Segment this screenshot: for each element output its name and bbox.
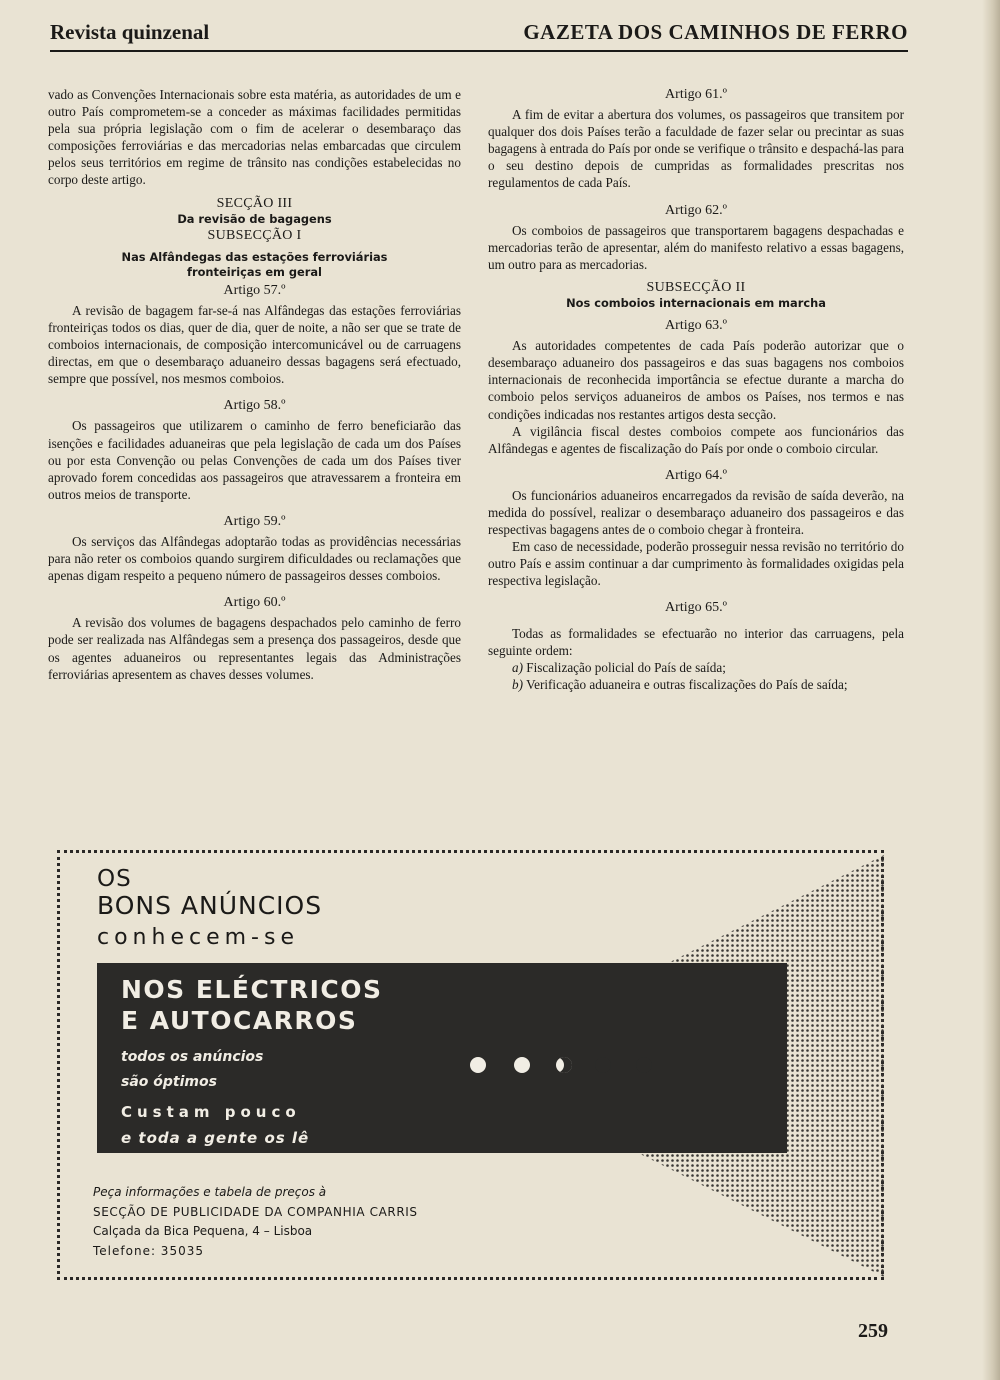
ad-line-conhecem-se: conhecem-se: [97, 925, 299, 950]
page-number: 259: [858, 1320, 888, 1342]
article-57-text: A revisão de bagagem far-se-á nas Alfândegas das estações ferroviárias fronteiriças todos os dias, quer de dia, quer de noite, a não ser que se trate de comboios internacionais, de composição intercomunicável ou de carruagens directas, em que o desembaraço aduaneiro dessas bagagens será efectuado, sempre que possível, nos mesmos comboios.: [48, 302, 461, 387]
subsection-2-title: Nos comboios internacionais em marcha: [566, 296, 826, 311]
ad-dot-5: [636, 1057, 652, 1073]
ad-info-address: Calçada da Bica Pequena, 4 – Lisboa: [93, 1224, 313, 1238]
article-65-text: Todas as formalidades se efectuarão no interior das carruagens, pela seguinte ordem:: [488, 625, 904, 658]
article-62-text: Os comboios de passageiros que transportarem bagagens despachadas e mercadorias terão de apresentar, além do manifesto relativo a essas bagagens, um outro para as mercadorias.: [488, 222, 904, 272]
right-column: [488, 86, 904, 693]
article-64-text-1: Os funcionários aduaneiros encarregados da revisão de saída deverão, na medida do possível, realizar o desembaraço aduaneiro dos passageiros e das respectivas bagagens antes de o comboio chegar à fronteira.: [488, 487, 904, 538]
ad-info-line-2: SECÇÃO DE PUBLICIDADE DA COMPANHIA CARRIS: [93, 1204, 418, 1219]
page-edge-shadow: [982, 0, 1000, 1380]
list-item-b-letter: b): [512, 676, 523, 692]
article-60-title: Artigo 60.º: [223, 595, 286, 611]
header-right-title: GAZETA DOS CAMINHOS DE FERRO: [523, 20, 908, 44]
article-64-title: Artigo 64.º: [665, 467, 727, 483]
ad-dark-panel: [97, 963, 787, 1153]
subsection-title: Nas Alfândegas das estações ferroviárias fronteiriças em geral: [121, 249, 388, 279]
ad-line-os: OS: [97, 866, 132, 892]
ad-tagline-toda-a-gente: e toda a gente os lê: [121, 1129, 310, 1147]
ad-dot-3: [556, 1057, 572, 1073]
ad-info-telephone: Telefone: 35035: [93, 1243, 204, 1258]
ad-dot-4: [595, 1057, 611, 1073]
article-59-text: Os serviços das Alfândegas adoptarão todas as providências necessárias para não reter os comboios quando surgirem dificuldades ou reclamações que apenas digam respeito a pequeno número de passageiros desses comboios.: [48, 533, 461, 584]
article-62-title: Artigo 62.º: [665, 202, 727, 218]
ad-tagline-line-2: são óptimos: [121, 1074, 217, 1090]
page-header: [50, 20, 908, 52]
article-64-text-2: Em caso de necessidade, poderão prosseguir nessa revisão no território do outro País e assim continuar a dar cumprimento às formalidades oxigidas pela respectiva legislação.: [488, 539, 904, 589]
ad-contact-info: [93, 1183, 418, 1261]
ad-tagline-line-1: todos os anúncios: [121, 1049, 264, 1065]
section-heading: SECÇÃO III: [216, 195, 293, 211]
list-item-b-text: Verificação aduaneira e outras fiscalizações do País de saída;: [526, 676, 848, 692]
article-61-title: Artigo 61.º: [665, 87, 727, 102]
article-59-title: Artigo 59.º: [223, 513, 286, 529]
list-item-a: [488, 659, 904, 676]
article-65-title: Artigo 65.º: [665, 600, 727, 616]
ad-dot-1: [470, 1057, 486, 1073]
list-item-a-text: Fiscalização policial do País de saída;: [526, 659, 726, 675]
ad-headline-line-1: NOS ELÉCTRICOS: [121, 975, 383, 1004]
article-63-text-2: A vigilância fiscal destes comboios compete aos funcionários das Alfândegas e agentes de fiscalização do País por onde o comboio circular.: [488, 423, 904, 456]
list-item-b: [488, 676, 904, 693]
article-63-title: Artigo 63.º: [665, 318, 727, 334]
ad-info-line-1: Peça informações e tabela de preços à: [93, 1185, 327, 1199]
subsection-heading: SUBSECÇÃO I: [207, 227, 302, 243]
ad-line-bons-anuncios: BONS ANÚNCIOS: [97, 891, 323, 920]
header-left-title: Revista quinzenal: [50, 20, 210, 44]
list-item-a-letter: a): [512, 659, 523, 675]
ad-dot-2: [514, 1057, 530, 1073]
article-60-text: A revisão dos volumes de bagagens despachados pelo caminho de ferro pode ser realizada nas Alfândegas sem a presença dos passageiros, desde que os agentes aduaneiros ou representantes legais das Administrações ferroviárias apresentem as chaves desses volumes.: [48, 615, 461, 682]
article-63-text-1: As autoridades competentes de cada País poderão autorizar que o desembaraço aduaneiro dos passageiros e das suas bagagens nos comboios internacionais de reconhecida importância se efectue durante a marcha do comboio pelos serviços aduaneiros de ambos os Países, nos termos e nas condições indicadas nos restantes artigos desta secção.: [488, 338, 904, 422]
article-61-text: A fim de evitar a abertura dos volumes, os passageiros que transitem por qualquer dos dois Países terão a faculdade de fazer selar ou precintar as suas bagagens à entrada do País por onde se verifique o trânsito e despachá-las para o seu destino depois de cumpridas as formalidades prescritas nos regulamentos de cada País.: [488, 107, 904, 191]
ad-headline-line-2: E AUTOCARROS: [121, 1006, 358, 1035]
article-58-text: Os passageiros que utilizarem o caminho de ferro beneficiarão das isenções e facilidades aduaneiras que pela legislação de cada um dos Países ou por esta Convenção ou pelas Convenções de cada um dos Países tiver aprovado forem concedidas aos passageiros que atravessarem a fronteira em outros meios de transporte.: [48, 418, 461, 502]
section-title: Da revisão de bagagens: [177, 211, 332, 226]
article-57-title: Artigo 57.º: [223, 282, 286, 298]
ad-tagline-custam-pouco: Custam pouco: [121, 1103, 301, 1121]
left-column: [48, 86, 461, 683]
subsection-2-heading: SUBSECÇÃO II: [646, 279, 746, 295]
ad-dot-row: [470, 1053, 670, 1077]
carris-advertisement: [57, 850, 884, 1280]
intro-paragraph: vado as Convenções Internacionais sobre esta matéria, as autoridades de um e outro País comprometem-se a conceder as máximas facilidades permitidas pela sua própria legislação com o fim de acelerar o desembaraço das composições ferroviárias e das mercadorias nelas embarcadas que circulem pelos seus territórios em regime de trânsito nas condições estabelecidas no corpo deste artigo.: [48, 87, 461, 188]
article-58-title: Artigo 58.º: [223, 398, 286, 414]
